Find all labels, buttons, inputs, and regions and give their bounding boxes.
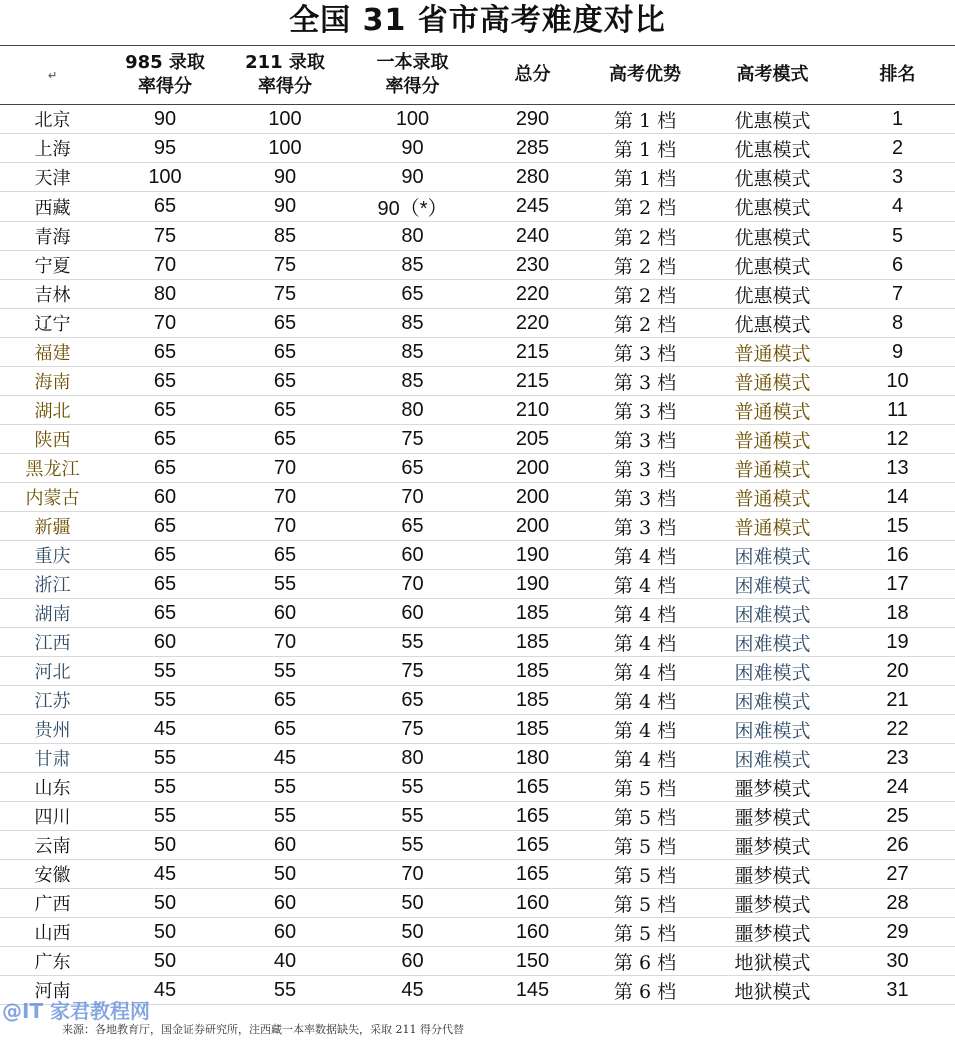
total-cell: 180 [480,744,585,773]
table-row [0,163,955,192]
score-211-cell: 65 [225,715,345,744]
rank-cell: 9 [840,338,955,367]
mode-cell: 优惠模式 [705,105,840,134]
mode-cell: 优惠模式 [705,222,840,251]
score-211-cell: 90 [225,163,345,192]
table-row [0,744,955,773]
rank-cell: 8 [840,309,955,338]
rank-cell: 2 [840,134,955,163]
table-row [0,338,955,367]
mode-cell: 噩梦模式 [705,918,840,947]
rank-cell: 4 [840,192,955,222]
score-985-cell: 80 [105,280,225,309]
watermark-logo: @IT 家君教程网 [2,999,151,1023]
page-title: 全国 31 省市高考难度对比 [289,3,666,38]
score-tier1-cell: 60 [345,947,480,976]
rank-cell: 1 [840,105,955,134]
tier-cell: 第 4 档 [585,541,705,570]
header-province: ↵ [0,46,105,105]
rank-cell: 7 [840,280,955,309]
province-cell: 西藏 [0,192,105,222]
mode-cell: 困难模式 [705,570,840,599]
table-row [0,947,955,976]
tier-cell: 第 4 档 [585,599,705,628]
rank-cell: 29 [840,918,955,947]
mode-cell: 困难模式 [705,541,840,570]
total-cell: 230 [480,251,585,280]
total-cell: 290 [480,105,585,134]
score-985-cell: 65 [105,454,225,483]
table-row [0,367,955,396]
score-211-cell: 70 [225,628,345,657]
table-row [0,715,955,744]
score-985-cell: 55 [105,686,225,715]
tier-cell: 第 3 档 [585,367,705,396]
score-tier1-cell: 50 [345,889,480,918]
score-211-cell: 50 [225,860,345,889]
mode-cell: 优惠模式 [705,280,840,309]
rank-cell: 17 [840,570,955,599]
province-cell: 河北 [0,657,105,686]
score-tier1-cell: 80 [345,396,480,425]
province-cell: 宁夏 [0,251,105,280]
score-tier1-cell: 85 [345,309,480,338]
mode-cell: 普通模式 [705,367,840,396]
score-985-cell: 90 [105,105,225,134]
total-cell: 160 [480,889,585,918]
rank-cell: 12 [840,425,955,454]
score-211-cell: 65 [225,338,345,367]
province-cell: 山东 [0,773,105,802]
total-cell: 190 [480,570,585,599]
difficulty-table [0,45,955,1005]
header-tier1-score: 一本录取 率得分 [345,46,480,105]
score-211-cell: 65 [225,396,345,425]
tier-cell: 第 2 档 [585,251,705,280]
score-tier1-cell: 80 [345,744,480,773]
mode-cell: 普通模式 [705,454,840,483]
score-tier1-cell: 65 [345,280,480,309]
table-row [0,396,955,425]
score-tier1-cell: 90 [345,163,480,192]
province-cell: 陕西 [0,425,105,454]
score-211-cell: 70 [225,483,345,512]
total-cell: 160 [480,918,585,947]
tier-cell: 第 3 档 [585,454,705,483]
score-985-cell: 70 [105,309,225,338]
table-row [0,425,955,454]
total-cell: 215 [480,367,585,396]
tier-cell: 第 1 档 [585,105,705,134]
mode-cell: 优惠模式 [705,134,840,163]
tier-cell: 第 2 档 [585,309,705,338]
table-row [0,222,955,251]
score-211-cell: 65 [225,425,345,454]
mode-cell: 困难模式 [705,715,840,744]
rank-cell: 30 [840,947,955,976]
rank-cell: 27 [840,860,955,889]
score-tier1-cell: 75 [345,715,480,744]
score-211-cell: 70 [225,512,345,541]
score-211-cell: 60 [225,599,345,628]
total-cell: 190 [480,541,585,570]
total-cell: 205 [480,425,585,454]
mode-cell: 优惠模式 [705,309,840,338]
header-211-score: 211 录取 率得分 [225,46,345,105]
province-cell: 吉林 [0,280,105,309]
rank-cell: 20 [840,657,955,686]
tier-cell: 第 4 档 [585,628,705,657]
score-985-cell: 45 [105,976,225,1005]
score-tier1-cell: 70 [345,570,480,599]
rank-cell: 19 [840,628,955,657]
rank-cell: 24 [840,773,955,802]
total-cell: 220 [480,280,585,309]
header-985-score: 985 录取 率得分 [105,46,225,105]
mode-cell: 困难模式 [705,628,840,657]
tier-cell: 第 4 档 [585,657,705,686]
table-row [0,599,955,628]
rank-cell: 5 [840,222,955,251]
table-row [0,483,955,512]
tier-cell: 第 3 档 [585,483,705,512]
score-tier1-cell: 85 [345,251,480,280]
score-985-cell: 50 [105,831,225,860]
tier-cell: 第 5 档 [585,773,705,802]
rank-cell: 11 [840,396,955,425]
province-cell: 上海 [0,134,105,163]
total-cell: 165 [480,831,585,860]
score-985-cell: 45 [105,860,225,889]
mode-cell: 噩梦模式 [705,889,840,918]
total-cell: 200 [480,483,585,512]
score-985-cell: 50 [105,889,225,918]
total-cell: 165 [480,773,585,802]
total-cell: 200 [480,454,585,483]
tier-cell: 第 3 档 [585,338,705,367]
table-row [0,309,955,338]
header-advantage: 高考优势 [585,46,705,105]
table-row [0,251,955,280]
table-row [0,105,955,134]
table-row [0,773,955,802]
province-cell: 青海 [0,222,105,251]
rank-cell: 26 [840,831,955,860]
total-cell: 165 [480,802,585,831]
score-211-cell: 100 [225,134,345,163]
score-tier1-cell: 100 [345,105,480,134]
tier-cell: 第 5 档 [585,860,705,889]
header-row [0,46,955,105]
table-row [0,134,955,163]
score-985-cell: 65 [105,599,225,628]
score-985-cell: 100 [105,163,225,192]
tier-cell: 第 6 档 [585,947,705,976]
score-tier1-cell: 90 [345,134,480,163]
total-cell: 165 [480,860,585,889]
score-985-cell: 65 [105,541,225,570]
total-cell: 285 [480,134,585,163]
score-211-cell: 45 [225,744,345,773]
province-cell: 浙江 [0,570,105,599]
score-985-cell: 65 [105,570,225,599]
table-row [0,192,955,222]
tier-cell: 第 3 档 [585,396,705,425]
score-tier1-cell: 55 [345,628,480,657]
total-cell: 185 [480,686,585,715]
total-cell: 185 [480,599,585,628]
province-cell: 海南 [0,367,105,396]
province-cell: 云南 [0,831,105,860]
table-row [0,541,955,570]
table-row [0,860,955,889]
total-cell: 240 [480,222,585,251]
score-211-cell: 65 [225,686,345,715]
score-985-cell: 65 [105,512,225,541]
score-985-cell: 65 [105,192,225,222]
mode-cell: 优惠模式 [705,192,840,222]
rank-cell: 22 [840,715,955,744]
total-cell: 220 [480,309,585,338]
mode-cell: 普通模式 [705,396,840,425]
score-985-cell: 60 [105,483,225,512]
province-cell: 福建 [0,338,105,367]
rank-cell: 18 [840,599,955,628]
score-tier1-cell: 70 [345,860,480,889]
province-cell: 内蒙古 [0,483,105,512]
header-rank: 排名 [840,46,955,105]
mode-cell: 噩梦模式 [705,773,840,802]
province-cell: 黑龙江 [0,454,105,483]
score-tier1-cell: 45 [345,976,480,1005]
table-row [0,454,955,483]
province-cell: 江西 [0,628,105,657]
table-row [0,802,955,831]
score-tier1-cell: 70 [345,483,480,512]
tier-cell: 第 3 档 [585,512,705,541]
tier-cell: 第 2 档 [585,192,705,222]
province-cell: 河南 [0,976,105,1005]
score-tier1-cell: 55 [345,831,480,860]
province-cell: 江苏 [0,686,105,715]
score-985-cell: 55 [105,744,225,773]
score-985-cell: 65 [105,425,225,454]
tier-cell: 第 4 档 [585,715,705,744]
header-mode: 高考模式 [705,46,840,105]
tier-cell: 第 5 档 [585,802,705,831]
score-211-cell: 85 [225,222,345,251]
mode-cell: 普通模式 [705,483,840,512]
mode-cell: 困难模式 [705,657,840,686]
tier-cell: 第 4 档 [585,686,705,715]
province-cell: 山西 [0,918,105,947]
footer [0,999,955,1041]
score-211-cell: 55 [225,976,345,1005]
score-211-cell: 60 [225,889,345,918]
score-tier1-cell: 90（*） [345,192,480,222]
mode-cell: 噩梦模式 [705,860,840,889]
province-cell: 湖北 [0,396,105,425]
total-cell: 210 [480,396,585,425]
score-tier1-cell: 60 [345,541,480,570]
score-tier1-cell: 50 [345,918,480,947]
tier-cell: 第 4 档 [585,744,705,773]
province-cell: 重庆 [0,541,105,570]
rank-cell: 13 [840,454,955,483]
table-row [0,570,955,599]
province-cell: 辽宁 [0,309,105,338]
header-total: 总分 [480,46,585,105]
province-cell: 广西 [0,889,105,918]
province-cell: 贵州 [0,715,105,744]
total-cell: 245 [480,192,585,222]
score-985-cell: 70 [105,251,225,280]
score-211-cell: 55 [225,802,345,831]
score-211-cell: 55 [225,570,345,599]
province-cell: 甘肃 [0,744,105,773]
score-tier1-cell: 65 [345,686,480,715]
total-cell: 200 [480,512,585,541]
table-row [0,918,955,947]
score-tier1-cell: 75 [345,657,480,686]
score-tier1-cell: 85 [345,338,480,367]
tier-cell: 第 4 档 [585,570,705,599]
mode-cell: 困难模式 [705,599,840,628]
score-211-cell: 55 [225,657,345,686]
score-tier1-cell: 75 [345,425,480,454]
rank-cell: 31 [840,976,955,1005]
tier-cell: 第 5 档 [585,889,705,918]
score-211-cell: 100 [225,105,345,134]
province-cell: 四川 [0,802,105,831]
mode-cell: 优惠模式 [705,251,840,280]
score-985-cell: 65 [105,338,225,367]
score-211-cell: 75 [225,251,345,280]
score-tier1-cell: 60 [345,599,480,628]
score-985-cell: 60 [105,628,225,657]
total-cell: 150 [480,947,585,976]
mode-cell: 噩梦模式 [705,831,840,860]
mode-cell: 困难模式 [705,744,840,773]
mode-cell: 普通模式 [705,512,840,541]
province-cell: 天津 [0,163,105,192]
score-211-cell: 60 [225,831,345,860]
score-211-cell: 65 [225,367,345,396]
source-note: 来源：各地教育厅，国金证券研究所，注西藏一本率数据缺失，采取 211 得分代替 [62,1023,464,1036]
mode-cell: 地狱模式 [705,947,840,976]
table-row [0,512,955,541]
score-tier1-cell: 65 [345,454,480,483]
score-tier1-cell: 80 [345,222,480,251]
tier-cell: 第 5 档 [585,831,705,860]
tier-cell: 第 1 档 [585,134,705,163]
province-cell: 北京 [0,105,105,134]
score-211-cell: 40 [225,947,345,976]
rank-cell: 15 [840,512,955,541]
table-body [0,105,955,1005]
province-cell: 广东 [0,947,105,976]
mode-cell: 困难模式 [705,686,840,715]
tier-cell: 第 6 档 [585,976,705,1005]
province-cell: 新疆 [0,512,105,541]
score-tier1-cell: 55 [345,802,480,831]
score-985-cell: 75 [105,222,225,251]
tier-cell: 第 5 档 [585,918,705,947]
tier-cell: 第 3 档 [585,425,705,454]
total-cell: 185 [480,715,585,744]
tier-cell: 第 1 档 [585,163,705,192]
mode-cell: 普通模式 [705,338,840,367]
table-row [0,657,955,686]
score-211-cell: 65 [225,541,345,570]
score-tier1-cell: 55 [345,773,480,802]
province-cell: 安徽 [0,860,105,889]
score-985-cell: 95 [105,134,225,163]
tier-cell: 第 2 档 [585,222,705,251]
table-row [0,628,955,657]
score-211-cell: 55 [225,773,345,802]
rank-cell: 10 [840,367,955,396]
total-cell: 145 [480,976,585,1005]
total-cell: 185 [480,628,585,657]
table-row [0,831,955,860]
total-cell: 280 [480,163,585,192]
rank-cell: 21 [840,686,955,715]
score-985-cell: 65 [105,396,225,425]
score-985-cell: 50 [105,918,225,947]
score-211-cell: 70 [225,454,345,483]
score-211-cell: 90 [225,192,345,222]
mode-cell: 噩梦模式 [705,802,840,831]
mode-cell: 普通模式 [705,425,840,454]
score-tier1-cell: 65 [345,512,480,541]
score-985-cell: 55 [105,802,225,831]
tier-cell: 第 2 档 [585,280,705,309]
table-row [0,889,955,918]
score-985-cell: 55 [105,773,225,802]
score-211-cell: 65 [225,309,345,338]
total-cell: 215 [480,338,585,367]
rank-cell: 14 [840,483,955,512]
score-211-cell: 75 [225,280,345,309]
rank-cell: 6 [840,251,955,280]
score-985-cell: 45 [105,715,225,744]
rank-cell: 16 [840,541,955,570]
table-row [0,686,955,715]
score-tier1-cell: 85 [345,367,480,396]
score-211-cell: 60 [225,918,345,947]
score-985-cell: 50 [105,947,225,976]
mode-cell: 优惠模式 [705,163,840,192]
score-985-cell: 55 [105,657,225,686]
rank-cell: 3 [840,163,955,192]
mode-cell: 地狱模式 [705,976,840,1005]
province-cell: 湖南 [0,599,105,628]
table-row [0,280,955,309]
rank-cell: 28 [840,889,955,918]
rank-cell: 23 [840,744,955,773]
score-985-cell: 65 [105,367,225,396]
total-cell: 185 [480,657,585,686]
rank-cell: 25 [840,802,955,831]
